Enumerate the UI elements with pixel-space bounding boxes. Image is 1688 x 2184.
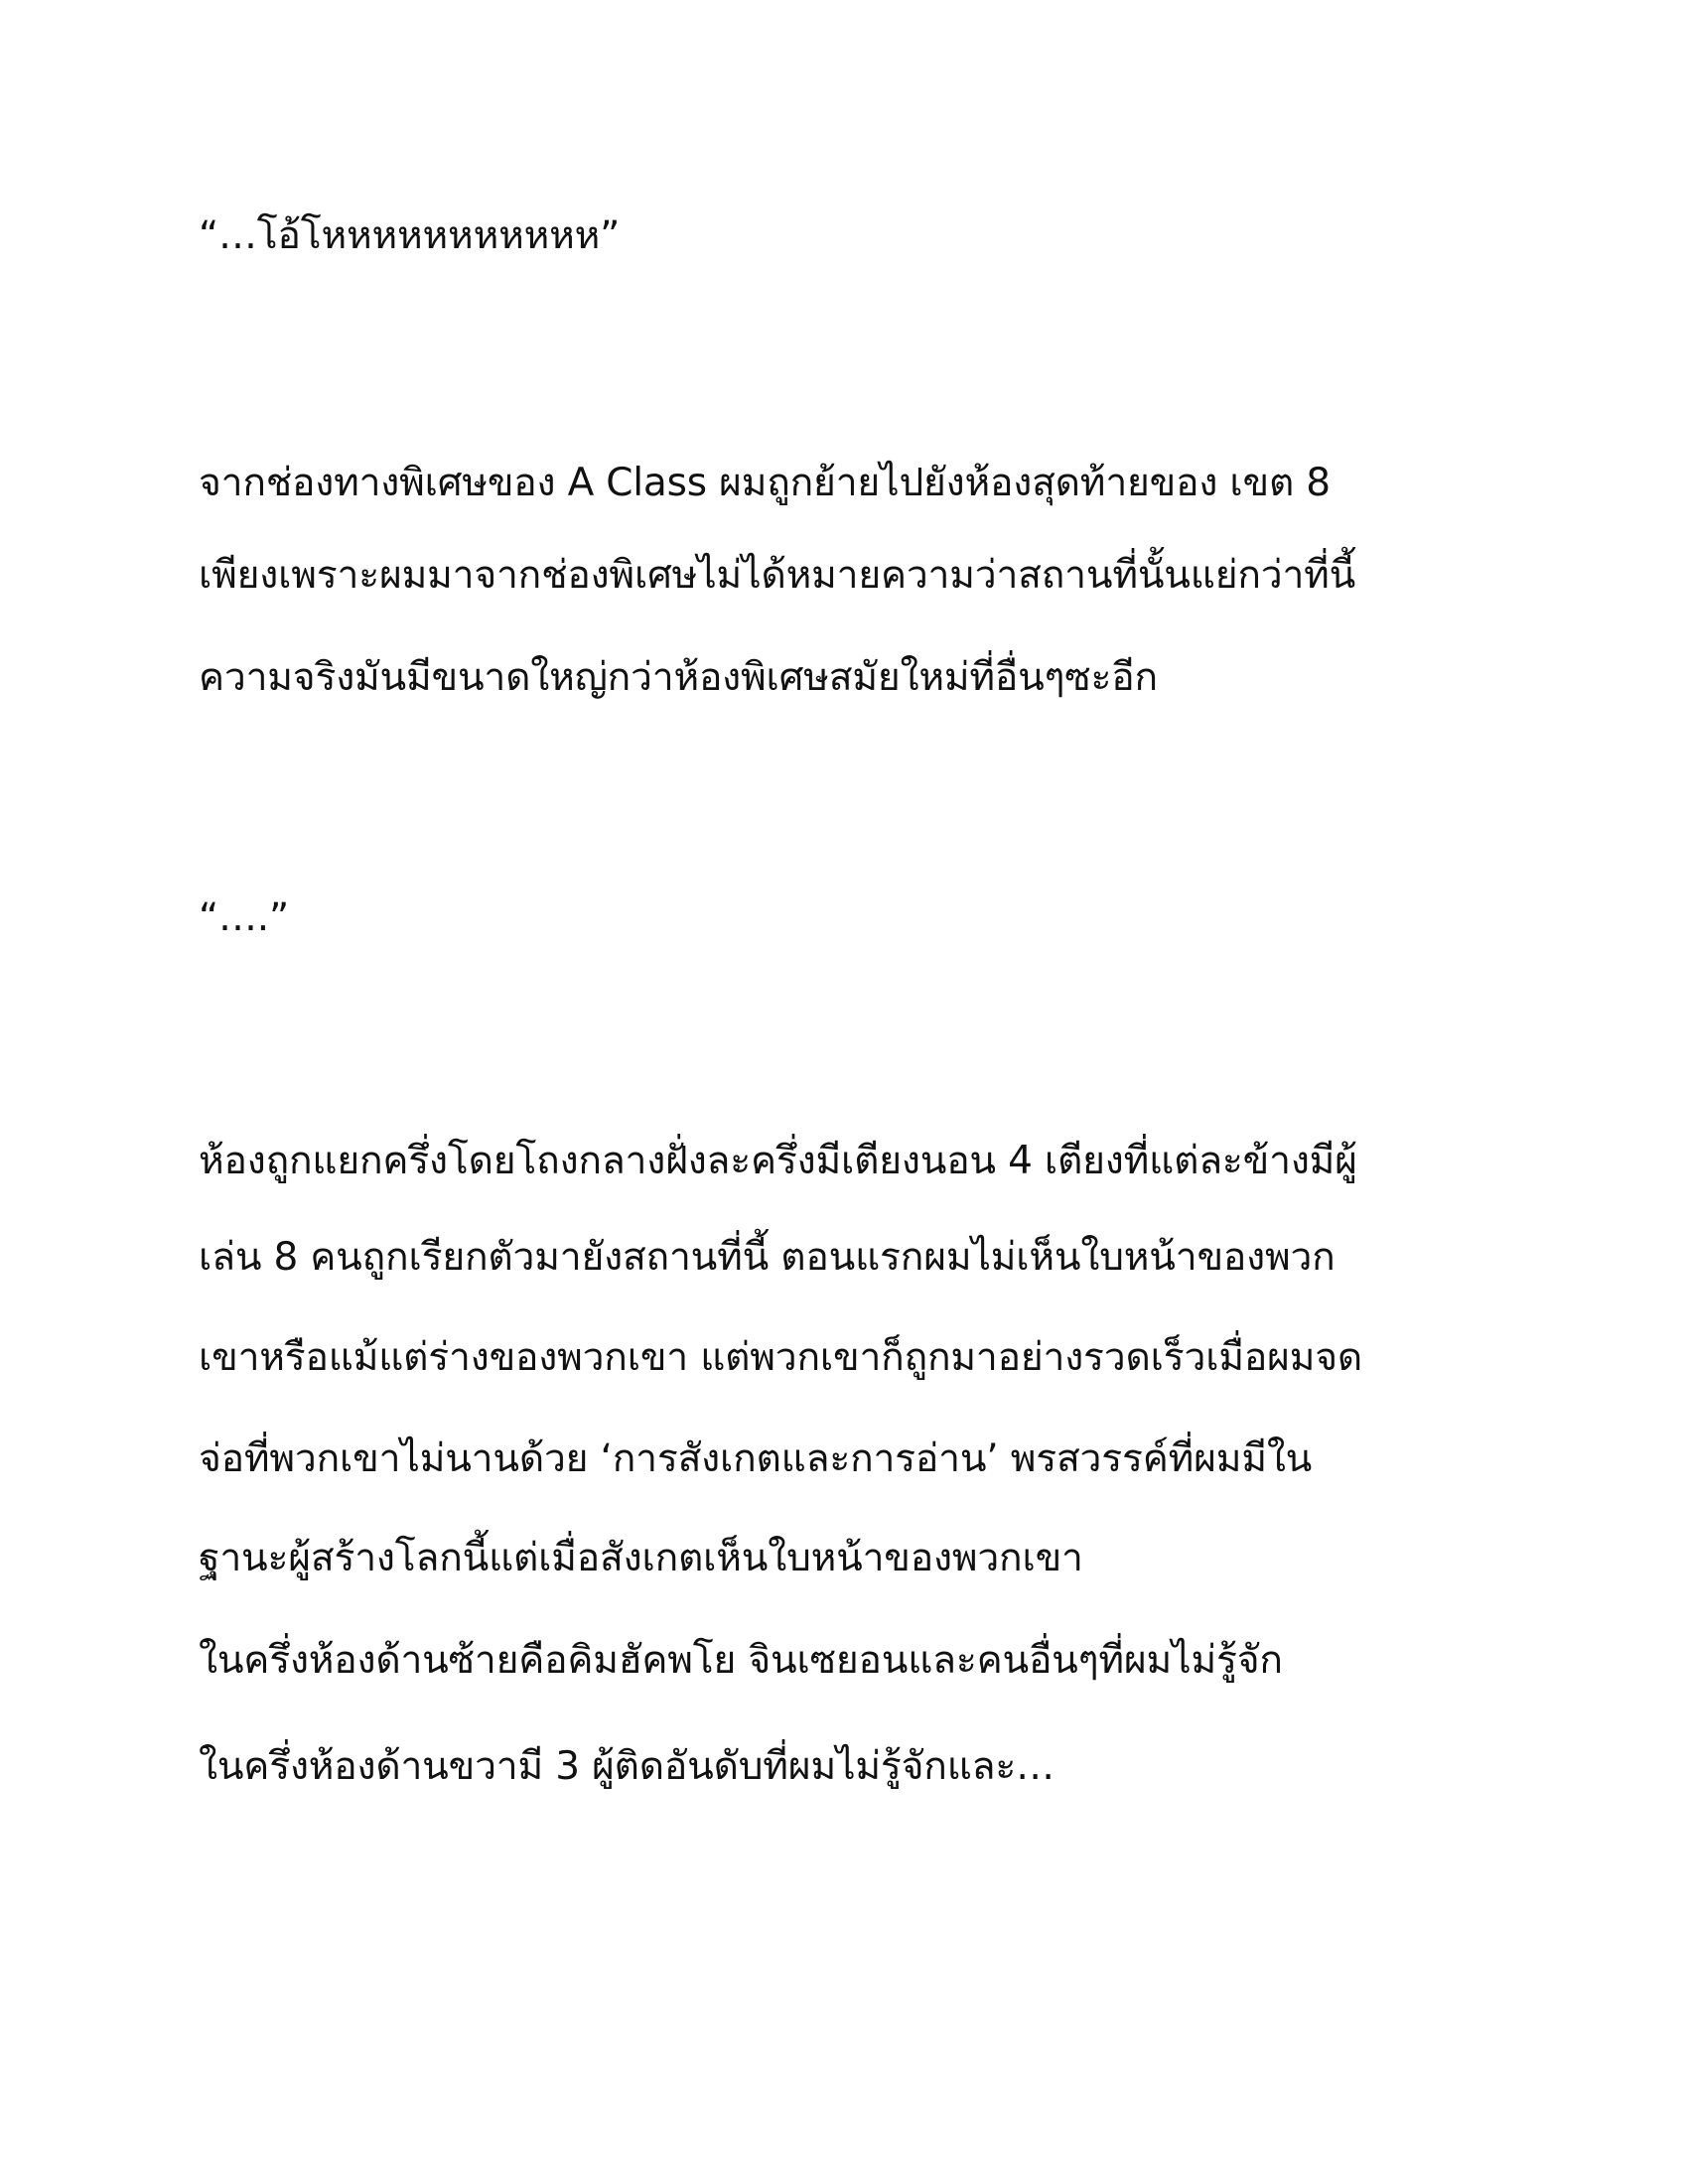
paragraph-line: ในครึ่งห้องด้านขวามี 3 ผู้ติดอันดับที่ผมไม่รู้จักและ…: [199, 1744, 1055, 1789]
paragraph-line: ห้องถูกแยกครึ่งโดยโถงกลางฝั่งละครึ่งมีเตียงนอน 4 เตียงที่แต่ละข้างมีผู้: [199, 1139, 1357, 1183]
dialogue-line: “….”: [199, 895, 290, 940]
paragraph-line: เขาหรือแม้แต่ร่างของพวกเขา แต่พวกเขาก็ถูกมาอย่างรวดเร็วเมื่อผมจด: [199, 1335, 1362, 1380]
paragraph-line: จากช่องทางพิเศษของ A Class ผมถูกย้ายไปยังห้องสุดท้ายของ เขต 8: [199, 461, 1331, 505]
paragraph-line: เพียงเพราะผมมาจากช่องพิเศษไม่ได้หมายความว่าสถานที่นั้นแย่กว่าที่นี้: [199, 553, 1356, 598]
paragraph-line: ฐานะผู้สร้างโลกนี้แต่เมื่อสังเกตเห็นใบหน้าของพวกเขา: [199, 1536, 1083, 1580]
paragraph-line: ความจริงมันมีขนาดใหญ่กว่าห้องพิเศษสมัยใหม่ที่อื่นๆซะอีก: [199, 655, 1158, 700]
paragraph-line: ในครึ่งห้องด้านซ้ายคือคิมฮัคพโย จินเซยอนและคนอื่นๆที่ผมไม่รู้จัก: [199, 1638, 1283, 1683]
dialogue-line: “…โอ้โหหหหหหหหหหห”: [199, 213, 621, 258]
paragraph-line: เล่น 8 คนถูกเรียกตัวมายังสถานที่นี้ ตอนแรกผมไม่เห็นใบหน้าของพวก: [199, 1235, 1336, 1280]
paragraph-line: จ่อที่พวกเขาไม่นานด้วย ‘การสังเกตและการอ่าน’ พรสวรรค์ที่ผมมีใน: [199, 1436, 1313, 1481]
